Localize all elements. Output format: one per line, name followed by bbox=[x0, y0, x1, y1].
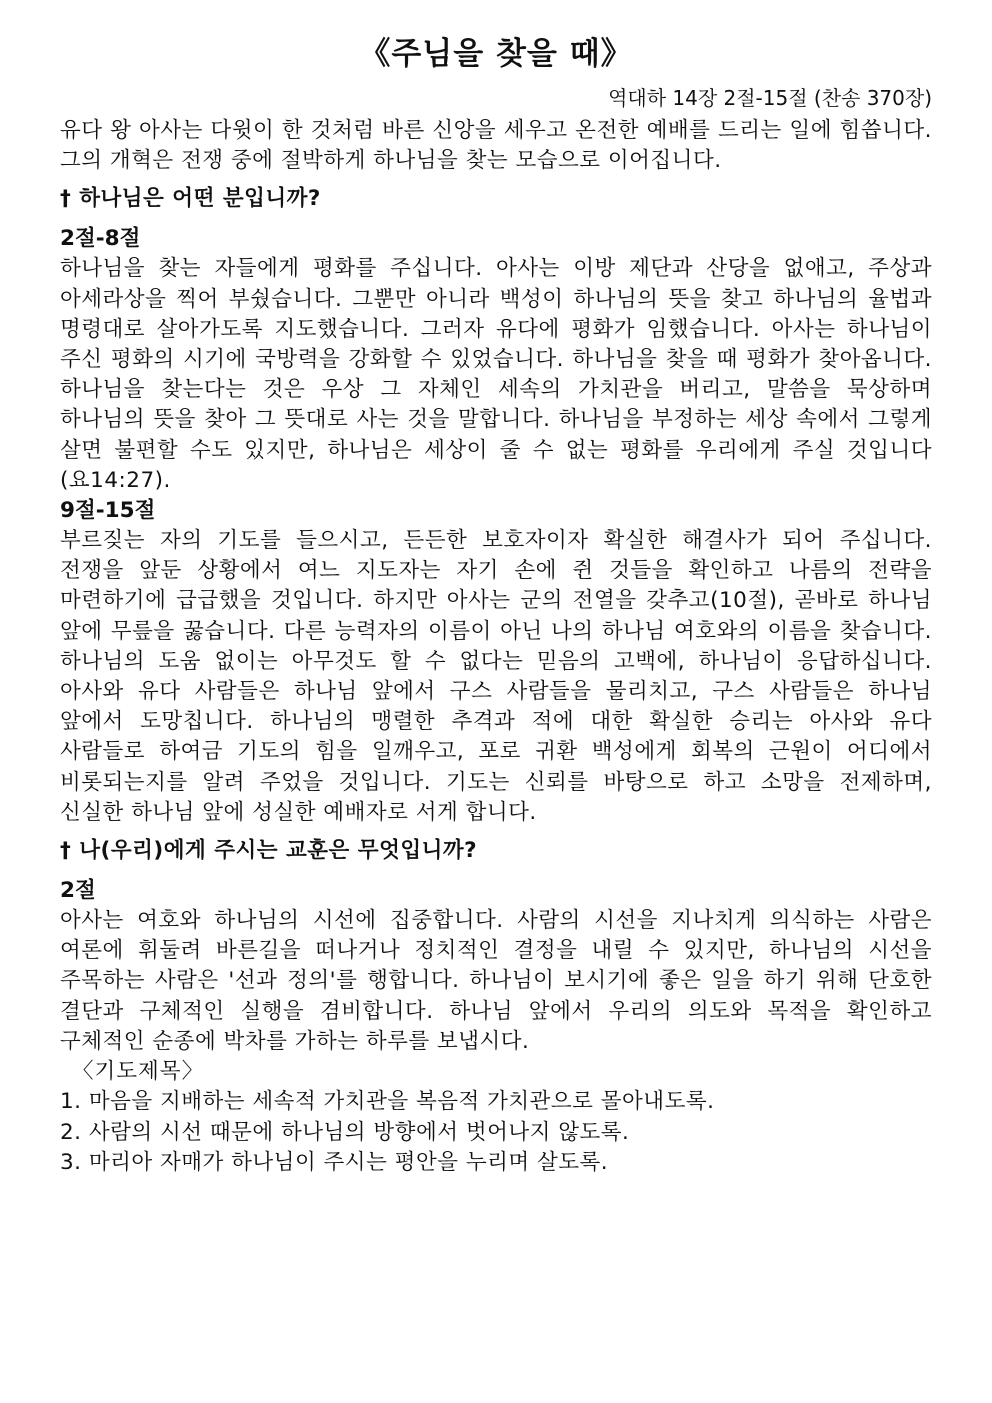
prayer-item-3: 3. 마리아 자매가 하나님이 주시는 평안을 누리며 살도록. bbox=[60, 1150, 609, 1176]
page-title: 《주님을 찾을 때》 bbox=[359, 36, 633, 72]
scripture-reference: 역대하 14장 2절-15절 (찬송 370장) bbox=[608, 86, 932, 110]
section1-part2-label: 9절-15절 bbox=[60, 498, 156, 524]
intro-paragraph: 유다 왕 아사는 다윗이 한 것처럼 바른 신앙을 세우고 온전한 예배를 드리는 일에 힘씁니다. 그의 개혁은 전쟁 중에 절박하게 하나님을 찾는 모습으로 이어집니다. bbox=[60, 118, 932, 174]
section2-heading: † 나(우리)에게 주시는 교훈은 무엇입니까? bbox=[60, 838, 478, 864]
prayer-item-2: 2. 사람의 시선 때문에 하나님의 방향에서 벗어나지 않도록. bbox=[60, 1119, 630, 1145]
section2-text: 아사는 여호와 하나님의 시선에 집중합니다. 사람의 시선을 지나치게 의식하는 사람은 여론에 휘둘려 바른길을 떠나거나 정치적인 결정을 내릴 수 있지만, 하나님의 시선을 주목하는 사람은 '선과 정의'를 행합니다. 하나님이 보시기에 좋은 일을 하기 위해 단호한 결단과 구체적인 실행을 겸비합니다. 하나님 앞에서 우리의 의도와 목적을 확인하고 구체적인 순종에 박차를 가하는 하루를 보냅시다. bbox=[60, 908, 932, 1054]
section1-part1-text: 하나님을 찾는 자들에게 평화를 주십니다. 아사는 이방 제단과 산당을 없애고, 주상과 아세라상을 찍어 부쉈습니다. 그뿐만 아니라 백성이 하나님의 뜻을 찾고 하나님의 율법과 명령대로 살아가도록 지도했습니다. 그러자 유다에 평화가 임했습니다. 아사는 하나님이 주신 평화의 시기에 국방력을 강화할 수 있었습니다. 하나님을 찾을 때 평화가 찾아옵니다. 하나님을 찾는다는 것은 우상 그 자체인 세속의 가치관을 버리고, 말씀을 묵상하며 하나님의 뜻을 찾아 그 뜻대로 사는 것을 말합니다. 하나님을 부정하는 세상 속에서 그렇게 살면 불편할 수도 있지만, 하나님은 세상이 줄 수 없는 평화를 우리에게 주실 것입니다(요14:27). bbox=[60, 256, 932, 493]
section1-part1-label: 2절-8절 bbox=[60, 226, 141, 252]
section1-part2-text: 부르짖는 자의 기도를 들으시고, 든든한 보호자이자 확실한 해결사가 되어 주십니다. 전쟁을 앞둔 상황에서 여느 지도자는 자기 손에 쥔 것들을 확인하고 나름의 전략을 마련하기에 급급했을 것입니다. 하지만 아사는 군의 전열을 갖추고(10절), 곧바로 하나님 앞에 무릎을 꿇습니다. 다른 능력자의 이름이 아닌 나의 하나님 여호와의 이름을 찾습니다. 하나님의 도움 없이는 아무것도 할 수 없다는 믿음의 고백에, 하나님이 응답하십니다. 아사와 유다 사람들은 하나님 앞에서 구스 사람들을 물리치고, 구스 사람들은 하나님 앞에서 도망칩니다. 하나님의 맹렬한 추격과 적에 대한 확실한 승리는 아사와 유다 사람들로 하여금 기도의 힘을 일깨우고, 포로 귀환 백성에게 회복의 근원이 어디에서 비롯되는지를 알려 주었을 것입니다. 기도는 신뢰를 바탕으로 하고 소망을 전제하며, 신실한 하나님 앞에 성실한 예배자로 서게 합니다. bbox=[60, 528, 932, 825]
devotional-page bbox=[60, 28, 932, 1179]
section2-label: 2절 bbox=[60, 878, 96, 904]
prayer-title: 〈기도제목〉 bbox=[72, 1059, 205, 1085]
prayer-item-1: 1. 마음을 지배하는 세속적 가치관을 복음적 가치관으로 몰아내도록. bbox=[60, 1089, 715, 1115]
section1-heading: † 하나님은 어떤 분입니까? bbox=[60, 186, 321, 212]
